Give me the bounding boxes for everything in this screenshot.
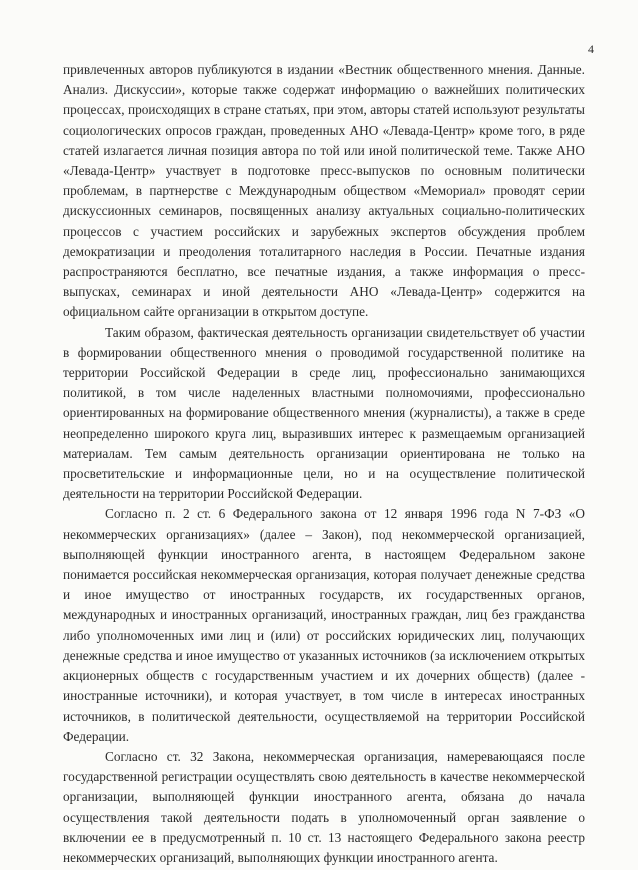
page-number: 4 [588, 42, 594, 56]
paragraph-law-definition: Согласно п. 2 ст. 6 Федерального закона от 12 января 1996 года N 7-ФЗ «О некоммерческих организациях» (далее – Закон), под некоммерческой организацией, выполняющей функции иностранного агента, в настоящем Федеральном законе понимается российская некоммерческая организация, которая получает денежные средства и иное имущество от иностранных государств, их государственных органов, международных и иностранных организаций, иностранных граждан, лиц без гражданства либо уполномоченных ими лиц и (или) от российских юридических лиц, получающих денежные средства и иное имущество от указанных источников (за исключением открытых акционерных обществ с государственным участием и их дочерних обществ) (далее - иностранные источники), и которая участвует, в том числе в интересах иностранных источников, в политической деятельности, осуществляемой на территории Российской Федерации. [63, 506, 585, 744]
paragraph-continuation: привлеченных авторов публикуются в издании «Вестник общественного мнения. Данные. Анализ. Дискуссии», которые также содержат информацию о важнейших политических процессах, происходящих в стране статьях, при этом, авторы статей используют результаты социологических опросов граждан, проведенных АНО «Левада-Центр» кроме того, в ряде статей излагается личная позиция автора по той или иной политической теме. Также АНО «Левада-Центр» участвует в подготовке пресс-выпусков по основным политически проблемам, в партнерстве с Международным обществом «Мемориал» проводят серии дискуссионных семинаров, посвященных анализу актуальных социально-политических процессов с участием российских и зарубежных экспертов обсуждения проблем демократизации и преодоления тоталитарного наследия в России. Печатные издания распространяются бесплатно, все печатные издания, а также информация о пресс-выпусках, семинарах и иной деятельности АНО «Левада-Центр» содержится на официальном сайте организации в открытом доступе. [63, 62, 585, 320]
paragraph-conclusion: Таким образом, фактическая деятельность организации свидетельствует об участии в формировании общественного мнения о проводимой государственной политике на территории Российской Федерации в среде лиц, профессионально занимающихся политикой, в том числе наделенных властными полномочиями, профессионально ориентированных на формирование общественного мнения (журналисты), а также в среде неопределенно широкого круга лиц, выразивших интерес к размещаемым организацией материалам. Тем самым деятельность организации ориентирована не только на просветительские и информационные цели, но и на осуществление политической деятельности на территории Российской Федерации. [63, 324, 585, 502]
document-body [63, 60, 585, 868]
paragraph-registration-obligation: Согласно ст. 32 Закона, некоммерческая организация, намеревающаяся после государственной регистрации осуществлять свою деятельность в качестве некоммерческой организации, выполняющей функции иностранного агента, обязана до начала осуществления такой деятельности подать в уполномоченный орган заявление о включении ее в предусмотренный п. 10 ст. 13 настоящего Федерального закона реестр некоммерческих организаций, выполняющих функции иностранного агента. [63, 748, 585, 865]
